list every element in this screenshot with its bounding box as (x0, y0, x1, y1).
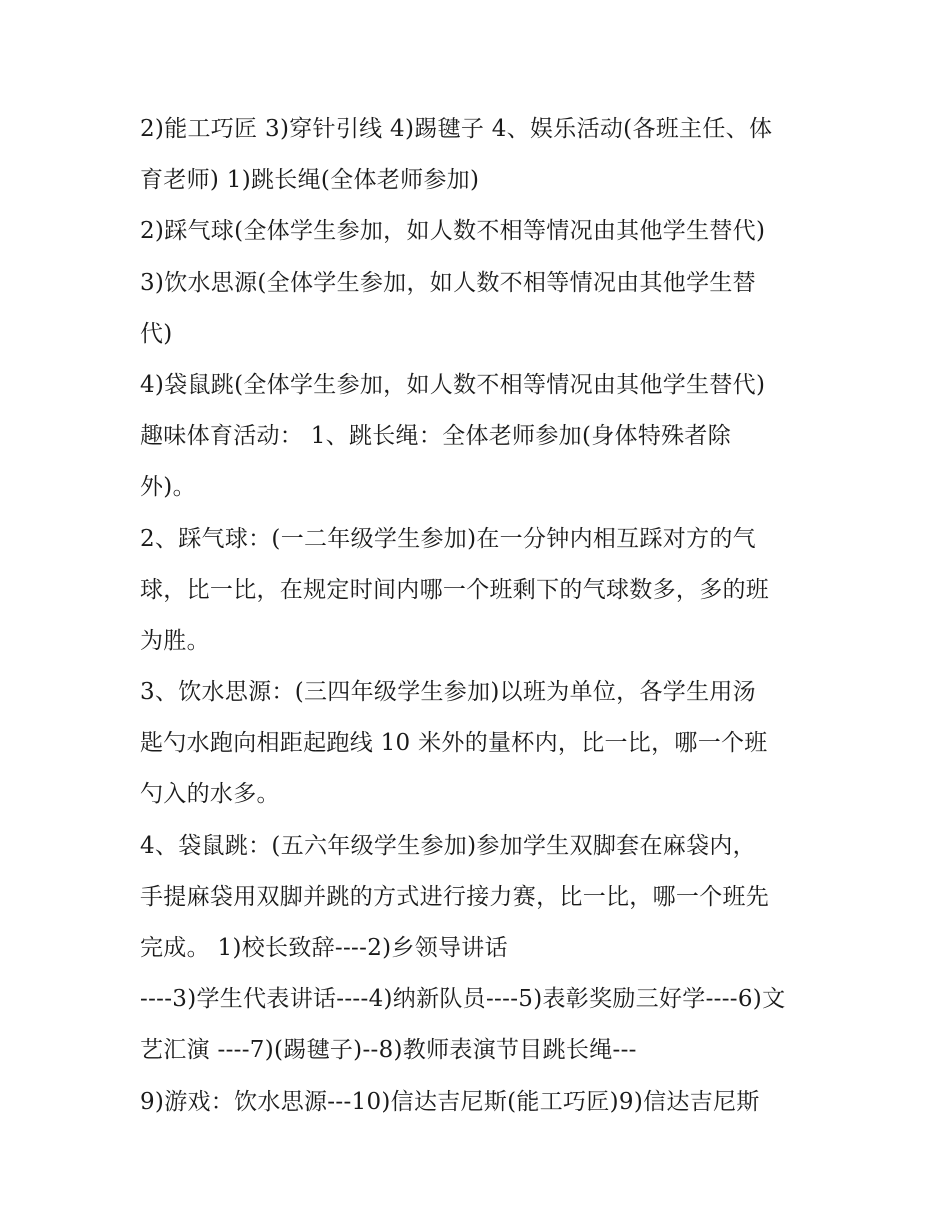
text-line: 代) (140, 320, 173, 347)
text-line: 2、踩气球：(一二年级学生参加)在一分钟内相互踩对方的气 (140, 525, 756, 552)
text-line: 球，比一比，在规定时间内哪一个班剩下的气球数多，多的班 (140, 576, 770, 603)
text-line: 2)踩气球(全体学生参加，如人数不相等情况由其他学生替代) (140, 218, 766, 245)
text-line: 为胜。 (140, 627, 210, 654)
text-line: 匙勺水跑向相距起跑线 10 米外的量杯内，比一比，哪一个班 (140, 730, 768, 757)
text-line: 手提麻袋用双脚并跳的方式进行接力赛，比一比，哪一个班先 (140, 883, 770, 910)
text-line: 4)袋鼠跳(全体学生参加，如人数不相等情况由其他学生替代) (140, 371, 766, 398)
text-line: 育老师) 1)跳长绳(全体老师参加) (140, 167, 480, 194)
text-line: 外)。 (140, 474, 196, 501)
text-line: 趣味体育活动： 1、跳长绳：全体老师参加(身体特殊者除 (140, 423, 732, 450)
text-line: 勺入的水多。 (140, 781, 280, 808)
text-line: 艺汇演 ----7)(踢毽子)--8)教师表演节目跳长绳--- (140, 1037, 637, 1064)
text-line: 完成。 1)校长致辞----2)乡领导讲话 (140, 935, 508, 961)
text-line: 3)饮水思源(全体学生参加，如人数不相等情况由其他学生替 (140, 269, 756, 296)
text-line: 2)能工巧匠 3)穿针引线 4)踢毽子 4、娱乐活动(各班主任、体 (140, 116, 773, 142)
document-body (140, 104, 820, 1128)
text-line: 3、饮水思源：(三四年级学生参加)以班为单位，各学生用汤 (140, 679, 756, 706)
text-line: 4、袋鼠跳：(五六年级学生参加)参加学生双脚套在麻袋内， (140, 832, 756, 859)
text-line: ----3)学生代表讲话----4)纳新队员----5)表彰奖励三好学----6)文 (140, 986, 786, 1013)
text-line: 9)游戏：饮水思源---10)信达吉尼斯(能工巧匠)9)信达吉尼斯 (140, 1088, 760, 1115)
